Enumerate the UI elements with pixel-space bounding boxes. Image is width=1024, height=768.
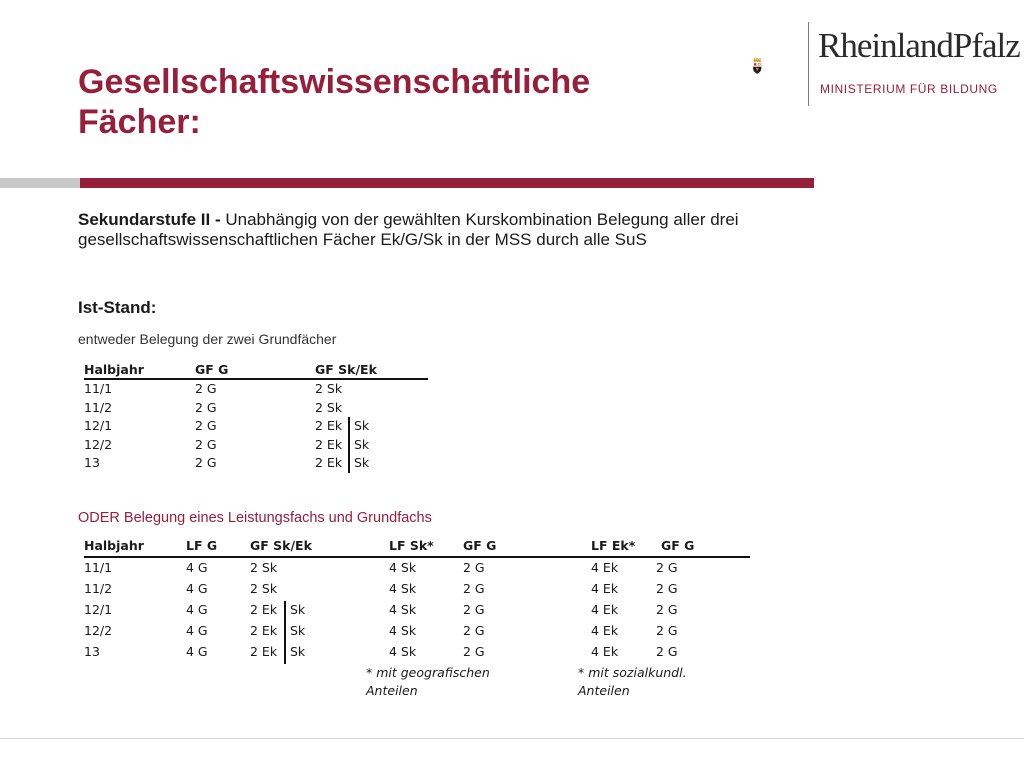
t2-cell-lfsk: 4 Sk (389, 560, 417, 575)
t2-cell-gfg1: 2 G (463, 623, 485, 638)
t2-cell-lfek: 4 Ek (591, 581, 619, 596)
t1-cell-gf: 2 Ek (315, 418, 343, 433)
t2-cell-gf2: Sk (290, 623, 306, 638)
t2-cell-gf2: Sk (290, 602, 306, 617)
t2-cell-gfg1: 2 G (463, 560, 485, 575)
footnote-ek-line2: Anteilen (578, 683, 630, 698)
t1-cell-gfg: 2 G (195, 399, 217, 415)
page-title (78, 62, 718, 142)
logo-wordmark: RheinlandPfalz (818, 26, 1020, 65)
t1-header-rule (84, 378, 428, 380)
t1-header-gf: GF Sk/Ek (315, 362, 377, 377)
t2-cell-gfg1: 2 G (463, 581, 485, 596)
t1-cell-halbjahr: 13 (84, 455, 100, 470)
t2-cell-lfek: 4 Ek (591, 644, 619, 659)
footnote-ek (578, 664, 687, 700)
t2-cell-lfsk: 4 Sk (389, 581, 417, 596)
t2-cell-lfek: 4 Ek (591, 602, 619, 617)
cell-divider (284, 622, 286, 643)
t2-cell-gf: 2 Sk (250, 581, 278, 596)
footnote-sk-line2: Anteilen (366, 683, 418, 698)
table-grundfaecher (84, 362, 430, 474)
footnote-sk-line1: * mit geografischen (366, 665, 490, 680)
t2-cell-halbjahr: 13 (84, 644, 100, 659)
page-title-line2: Fächer: (78, 103, 201, 141)
t1-cell-halbjahr: 12/1 (84, 418, 113, 433)
t1-cell-gf2: Sk (354, 436, 370, 452)
grey-accent-bar (0, 178, 80, 188)
t2-header-lfek: LF Ek* (591, 538, 636, 553)
t2-cell-gfg2: 2 G (656, 644, 678, 659)
t1-cell-gf: 2 Ek (315, 455, 343, 470)
cell-divider (348, 436, 350, 455)
t2-cell-lfsk: 4 Sk (389, 602, 417, 617)
t2-cell-gf: 2 Ek (250, 644, 278, 659)
t2-cell-lfg: 4 G (186, 644, 208, 659)
logo-divider (808, 22, 809, 106)
table1-caption: entweder Belegung der zwei Grundfächer (78, 331, 337, 347)
t2-cell-gf: 2 Sk (250, 560, 278, 575)
table-leistungsfach (84, 538, 754, 664)
t2-header-halbjahr: Halbjahr (84, 538, 144, 553)
t1-cell-gf2: Sk (354, 455, 370, 470)
t1-cell-halbjahr: 12/2 (84, 436, 113, 452)
t2-header-rule (84, 556, 750, 558)
footnote-sk (366, 664, 490, 700)
t1-header-gfg: GF G (195, 362, 229, 377)
intro-bold: Sekundarstufe II - (78, 210, 226, 229)
intro-text (78, 210, 878, 250)
table2-caption: ODER Belegung eines Leistungsfachs und Grundfachs (78, 510, 432, 526)
t1-cell-gf: 2 Sk (315, 381, 343, 396)
t2-cell-lfek: 4 Ek (591, 560, 619, 575)
t2-cell-lfg: 4 G (186, 560, 208, 575)
t2-cell-gf2: Sk (290, 644, 306, 659)
t2-cell-halbjahr: 11/2 (84, 581, 113, 596)
t1-cell-gfg: 2 G (195, 455, 217, 470)
t2-cell-lfek: 4 Ek (591, 623, 619, 638)
t2-cell-lfsk: 4 Sk (389, 623, 417, 638)
t2-header-gfg2: GF G (661, 538, 695, 553)
t1-cell-halbjahr: 11/1 (84, 381, 113, 396)
cell-divider (348, 454, 350, 473)
logo-subtitle: MINISTERIUM FÜR BILDUNG (820, 82, 998, 96)
t2-cell-lfg: 4 G (186, 602, 208, 617)
t2-cell-gfg1: 2 G (463, 602, 485, 617)
cell-divider (284, 643, 286, 664)
t2-cell-gfg2: 2 G (656, 602, 678, 617)
footer-rule (0, 738, 1024, 739)
t1-header-halbjahr: Halbjahr (84, 362, 144, 377)
t2-cell-halbjahr: 12/2 (84, 623, 113, 638)
t2-cell-lfg: 4 G (186, 623, 208, 638)
t1-cell-gfg: 2 G (195, 381, 217, 396)
t2-cell-lfg: 4 G (186, 581, 208, 596)
t2-cell-gf: 2 Ek (250, 623, 278, 638)
t2-header-lfg: LF G (186, 538, 218, 553)
t2-cell-halbjahr: 11/1 (84, 560, 113, 575)
t2-cell-gfg2: 2 G (656, 581, 678, 596)
t2-cell-lfsk: 4 Sk (389, 644, 417, 659)
ist-stand-heading: Ist-Stand: (78, 298, 157, 317)
cell-divider (348, 417, 350, 436)
t1-cell-gfg: 2 G (195, 436, 217, 452)
t1-cell-gf: 2 Ek (315, 436, 343, 452)
t1-cell-gfg: 2 G (195, 418, 217, 433)
t2-cell-gf: 2 Ek (250, 602, 278, 617)
t2-cell-gfg1: 2 G (463, 644, 485, 659)
cell-divider (284, 601, 286, 622)
t1-cell-halbjahr: 11/2 (84, 399, 113, 415)
t2-cell-halbjahr: 12/1 (84, 602, 113, 617)
t1-cell-gf2: Sk (354, 418, 370, 433)
red-accent-bar (80, 178, 814, 188)
coat-of-arms-icon (752, 26, 804, 106)
t1-cell-gf: 2 Sk (315, 399, 343, 415)
intro-body: Unabhängig von der gewählten Kurskombination Belegung aller drei gesellschaftswissenschaftlichen Fächer Ek/G/Sk in der MSS durch alle SuS (78, 210, 739, 249)
t2-header-lfsk: LF Sk* (389, 538, 434, 553)
t2-cell-gfg2: 2 G (656, 560, 678, 575)
t2-header-gf: GF Sk/Ek (250, 538, 312, 553)
footnote-ek-line1: * mit sozialkundl. (578, 665, 687, 680)
page-title-line1: Gesellschaftswissenschaftliche (78, 63, 591, 101)
t2-header-gfg1: GF G (463, 538, 497, 553)
t2-cell-gfg2: 2 G (656, 623, 678, 638)
